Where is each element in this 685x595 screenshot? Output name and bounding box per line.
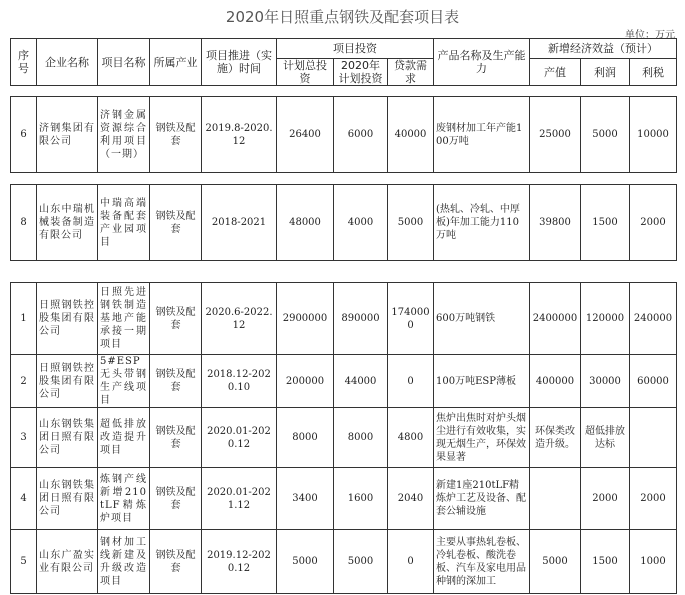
cell-tax: 240000 [630,283,677,355]
cell-industry: 钢铁及配套 [150,468,202,530]
header-investment: 项目投资 [277,39,434,59]
cell-plan-2020: 44000 [334,355,388,408]
cell-project: 5#ESP无头带钢生产线项目 [98,355,150,408]
header-benefit: 新增经济效益（预计） [530,39,677,59]
cell-products: 废钢材加工年产能100万吨 [434,97,530,173]
cell-period: 2019.8-2020.12 [202,97,277,173]
cell-loan: 40000 [388,97,434,173]
unit-label: 单位：万元 [625,30,675,41]
cell-output [530,468,581,530]
cell-profit: 1500 [581,530,630,594]
table-row [11,530,677,594]
header-tax: 利税 [630,59,677,86]
cell-tax [630,408,677,468]
cell-plan-2020: 5000 [334,530,388,594]
table-row [11,185,677,261]
table-row [11,408,677,468]
cell-tax: 2000 [630,468,677,530]
header-profit: 利润 [581,59,630,86]
header-company: 企业名称 [37,39,98,86]
cell-profit: 1500 [581,185,630,261]
cell-seq: 2 [11,355,37,408]
cell-loan: 1740000 [388,283,434,355]
cell-period: 2018-2021 [202,185,277,261]
cell-loan: 4800 [388,408,434,468]
header-products: 产品名称及生产能力 [434,39,530,86]
cell-industry: 钢铁及配套 [150,283,202,355]
cell-loan: 0 [388,530,434,594]
cell-company: 山东广盈实业有限公司 [37,530,98,594]
cell-loan: 0 [388,355,434,408]
cell-plan-2020: 8000 [334,408,388,468]
cell-plan-total: 2900000 [277,283,334,355]
cell-company: 日照钢铁控股集团有限公司 [37,283,98,355]
cell-period: 2020.01-2020.12 [202,408,277,468]
header-seq: 序号 [11,39,37,86]
table-row [11,97,677,173]
cell-loan: 5000 [388,185,434,261]
cell-products: 600万吨钢铁 [434,283,530,355]
cell-project: 钢材加工线新建及升级改造项目 [98,530,150,594]
cell-tax: 10000 [630,97,677,173]
cell-profit: 5000 [581,97,630,173]
cell-industry: 钢铁及配套 [150,97,202,173]
cell-output: 5000 [530,530,581,594]
table-block-main [10,282,677,594]
cell-products: 主要从事热轧卷板、冷轧卷板、酸洗卷板、汽车及家电用品种钢的深加工 [434,530,530,594]
cell-company: 济钢集团有限公司 [37,97,98,173]
cell-plan-2020: 890000 [334,283,388,355]
cell-company: 山东钢铁集团日照有限公司 [37,468,98,530]
cell-period: 2019.12-2020.12 [202,530,277,594]
cell-products: 100万吨ESP薄板 [434,355,530,408]
cell-profit: 120000 [581,283,630,355]
cell-profit: 2000 [581,468,630,530]
table-row [11,355,677,408]
cell-seq: 4 [11,468,37,530]
cell-plan-2020: 6000 [334,97,388,173]
cell-plan-total: 26400 [277,97,334,173]
header-output: 产值 [530,59,581,86]
cell-tax: 60000 [630,355,677,408]
cell-seq: 6 [11,97,37,173]
cell-project: 中瑞高端装备配套产业园项目 [98,185,150,261]
cell-products: 新建1座210tLF精炼炉工艺及设备、配套公辅设施 [434,468,530,530]
cell-project: 济钢金属资源综合利用项目（一期） [98,97,150,173]
cell-project: 日照先进钢铁制造基地产能承接一期项目 [98,283,150,355]
cell-plan-total: 3400 [277,468,334,530]
cell-tax: 2000 [630,185,677,261]
header-period: 项目推进（实施）时间 [202,39,277,86]
cell-products: 焦炉出焦时对炉头烟尘进行有效收集，实现无烟生产，环保效果显著 [434,408,530,468]
cell-industry: 钢铁及配套 [150,530,202,594]
cell-project: 炼钢产线新增210tLF精炼炉项目 [98,468,150,530]
cell-tax: 1000 [630,530,677,594]
cell-plan-total: 200000 [277,355,334,408]
cell-loan: 2040 [388,468,434,530]
cell-products: (热轧、冷轧、中厚板)年加工能力110万吨 [434,185,530,261]
cell-industry: 钢铁及配套 [150,408,202,468]
cell-company: 日照钢铁控股集团有限公司 [37,355,98,408]
cell-seq: 8 [11,185,37,261]
header-plan-total: 计划总投资 [277,59,334,86]
cell-output: 环保类改造升级。 [530,408,581,468]
cell-output: 39800 [530,185,581,261]
cell-period: 2020.01-2021.12 [202,468,277,530]
cell-project: 超低排放改造提升项目 [98,408,150,468]
cell-seq: 1 [11,283,37,355]
cell-profit: 30000 [581,355,630,408]
cell-industry: 钢铁及配套 [150,185,202,261]
table-block-row-6 [10,96,677,173]
cell-industry: 钢铁及配套 [150,355,202,408]
cell-plan-total: 48000 [277,185,334,261]
table-header [10,38,677,86]
header-project: 项目名称 [98,39,150,86]
cell-period: 2020.6-2022.12 [202,283,277,355]
cell-plan-2020: 4000 [334,185,388,261]
header-plan-2020: 2020年计划投资 [334,59,388,86]
table-block-row-8 [10,184,677,261]
cell-plan-total: 8000 [277,408,334,468]
cell-plan-2020: 1600 [334,468,388,530]
cell-profit: 超低排放达标 [581,408,630,468]
cell-plan-total: 5000 [277,530,334,594]
cell-company: 山东中瑞机械装备制造有限公司 [37,185,98,261]
cell-seq: 5 [11,530,37,594]
cell-output: 400000 [530,355,581,408]
table-row [11,468,677,530]
page-title: 2020年日照重点钢铁及配套项目表 [225,8,460,26]
cell-seq: 3 [11,408,37,468]
cell-output: 25000 [530,97,581,173]
cell-output: 2400000 [530,283,581,355]
cell-company: 山东钢铁集团日照有限公司 [37,408,98,468]
table-row [11,283,677,355]
header-industry: 所属产业 [150,39,202,86]
cell-period: 2018.12-2020.10 [202,355,277,408]
header-loan: 贷款需求 [388,59,434,86]
